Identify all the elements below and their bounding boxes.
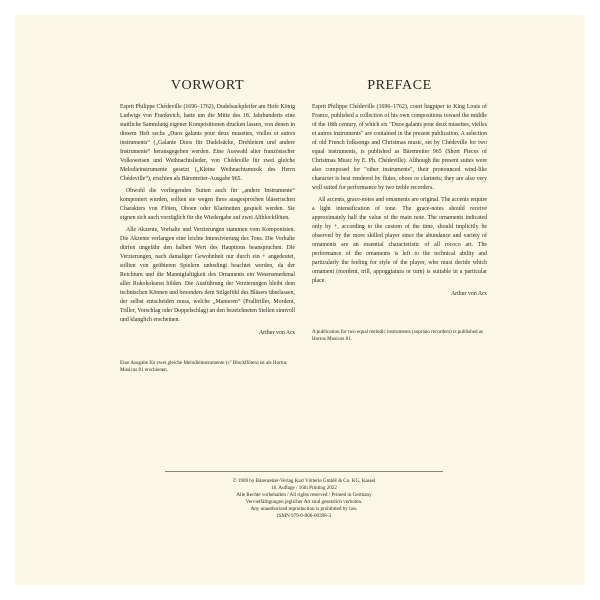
reproduction-line-de: Vervielfältigungen jeglicher Art sind gesetzlich verboten.: [245, 499, 363, 506]
vorwort-paragraph: Esprit Philippe Chédeville (1696–1762), Dudelsackpfeifer am Hofe König Ludwigs von Frankreich, hatte um die Mitte des 18. Jahrhunderts eine stattliche Sammlung eigener Kompositionen drucken lassen, von denen in diesem Heft sechs „Duos galants pour deux musettes, vielles et autres instruments“ („Galante Duos für Dudelsäcke, Drehleiern und andere Instrumente“ herausgegeben werden. Eine Auswahl alter französischer Volksweisen und Weihnachtslieder, von Chédeville für zwei gleiche Melodieinstrumente gesetzt („Kleine Weihnachtsmusik des Herrn Chédeville“), erschien als Bärenreiter-Ausgabe 965.: [120, 104, 295, 182]
vorwort-paragraph: Obwohl die vorliegenden Suiten auch für „andere Instrumente“ komponiert wurden, sollten sie wegen ihres ausgesprochen bläserischen Charakters von Flöten, Oboen oder Klarinetten gespielt werden. Sie eignen sich auch vorzüglich für die Wiedergabe auf zwei Altblockflöten.: [120, 188, 295, 221]
vorwort-signature: Arthur von Arx: [258, 330, 295, 336]
score-page: [15, 15, 585, 585]
reproduction-line-en: Any unauthorized reproduction is prohibited by law.: [250, 506, 358, 513]
vorwort-column: [120, 78, 295, 374]
preface-footnote: A publication for two equal melodic instruments (soprano recorders) is published as Hortus Musicus 81.: [312, 329, 484, 342]
ismn-line: ISMN 979-0-006-00398-3: [277, 513, 331, 520]
colophon-divider: [165, 471, 443, 472]
colophon: [165, 478, 443, 521]
copyright-line: © 1969 by Bärenreiter-Verlag Karl Vötterle GmbH & Co. KG, Kassel: [232, 478, 376, 484]
preface-column: [312, 78, 487, 343]
vorwort-paragraph: Alle Akzente, Vorhalte und Verzierungen stammen vom Komponisten. Die Akzente verlangen eine leichte Intensivierung des Tons. Die Vorhalte dürfen ungefähr den halben Wert des Haupttons beanspruchen. Die Verzierungen, nach damaliger Gewohnheit nur durch ein + angedeutet, sollten von geübteren Spielern unbedingt beachtet werden, da der Reichtum und die Mannigfaltigkeit des Ornaments ein Wesensmerkmal aller Rokokokunst bilden. Die Ausführung der Verzierungen bleibt dem technischen Können und besonders dem Stilgefühl des Bläsers überlassen, der selbst entscheiden muss, welche „Manieren“ (Pralltriller, Mordent, Triller, Vorschlag oder Doppelschlag) an den bezeichneten Stellen sinnvoll und klanglich erscheinen.: [120, 227, 295, 323]
vorwort-footnote: Eine Ausgabe für zwei gleiche Melodieinstrumente (c'' Blockflöten) ist als Hortus Musicus 81 erschienen.: [120, 360, 287, 373]
vorwort-heading: VORWORT: [170, 78, 245, 93]
preface-paragraph: All accents, grace-notes and ornaments are original. The accents require a light intensification of tone. The grace-notes should receive approximately half the value of the main note. The ornaments indicated only by +, according to the custom of the time, should implicitly be observed by the more skilled player since the abundance and variety of ornaments are an essential characteristic of all rococo art. The performance of the ornaments is left to the technical ability and particularly the feeling for style of the player, who must decide which ornament (mordent, trill, appoggiatura or turn) is suitable in a particular place.: [312, 197, 487, 284]
preface-heading: PREFACE: [367, 78, 432, 93]
printing-line: 16. Auflage / 16th Printing 2022: [271, 485, 337, 492]
preface-paragraph: Esprit Philippe Chédeville (1696–1762), court bagpiper to King Louis of France, published a collection of his own compositions toward the middle of the 18th century, of which six "Duos galants pour deux musettes, vielles et autres instruments" are contained in the present publication. A selection of old French folksongs and Christmas music, set by Chédeville for two equal instruments, is published as Bärenreiter 965 (Short Pieces of Christmas Music by E. Ph. Chédeville). Although the present suites were also composed for "other instruments", their pronounced wind-like character is best rendered by flutes, oboes or clarinets; they are also very well suited for performance by two treble recorders.: [312, 104, 488, 191]
preface-signature: Arthur von Arx: [450, 291, 487, 297]
rights-line: Alle Rechte vorbehalten / All rights reserved / Printed in Germany: [236, 492, 372, 499]
